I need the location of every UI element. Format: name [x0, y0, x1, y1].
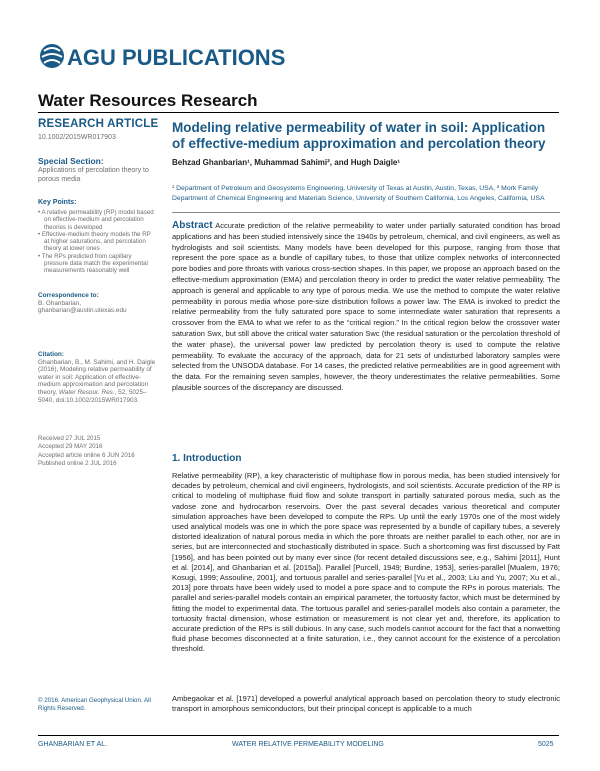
- citation-heading: Citation:: [38, 351, 64, 358]
- affiliation-rule: [172, 212, 560, 213]
- key-point: • Effective-medium theory models the RP at higher saturations, and percolation theory at lower ones: [38, 230, 151, 253]
- agu-publications-logo: [38, 41, 338, 71]
- key-points-list: [38, 209, 156, 275]
- header-rule: [38, 112, 559, 113]
- key-point: • A relative permeability (RP) model based on effective-medium and percolation theories is developed: [38, 209, 154, 231]
- correspondence-name: B. Ghanbarian,: [38, 299, 81, 307]
- citation-journal: Water Resour. Res.: [58, 388, 115, 396]
- footer-running-title: WATER RELATIVE PERMEABILITY MODELING: [232, 741, 384, 748]
- date-online: Accepted article online 6 JUN 2016: [38, 451, 135, 459]
- doi: 10.1002/2015WR017903: [38, 134, 116, 141]
- special-section-heading: Special Section:: [38, 156, 104, 166]
- abstract-label: Abstract: [172, 220, 213, 231]
- intro-paragraph-2: Ambegaokar et al. [1971] developed a powerful analytical approach based on percolation theory to study electronic transport in amorphous semiconductors, but their principal concept is applicable to a much: [172, 694, 560, 714]
- agu-globe-icon: [38, 41, 338, 71]
- intro-paragraph-1: Relative permeability (RP), a key characteristic of multiphase flow in porous media, has been studied intensively for decades by petroleum, chemical and civil engineers, hydrologists, and soil scientists. Accurate prediction of the RP is critical to modeling of multiphase fluid flow and solute transport in partially saturated porous media, such as the vadose zone and hydrocarbon reservoirs. Over the past several decades various theoretical and computer simulation approaches have been developed to compute the RPs. Up until the early 1970s one of the most widely used analytical models was one in which the pore space was represented by a bundle of capillary tubes, a severely distorted idealization of natural porous media in which the pore throats are neither parallel to each other, nor are in series, but are interconnected and stochastically distributed in space. Such a shortcoming was first discussed by Fatt [1956], and has been pointed out by many ever since (for recent detailed discussions see, e.g., Sahimi [2011], Hunt et al. [2014], and Ghanbarian et al. [2015a]). Parallel [Purcell, 1949; Burdine, 1953], series-parallel [Mualem, 1976; Kosugi, 1999; Assouline, 2001], and tortuous parallel and series-parallel [Yu et al., 2003; Liu and Yu, 2007; Xu et al., 2013] pore throats have been widely used to model a pore space and to compute the RPs in porous materials. The parallel and series-parallel models contain an empirical parameter, the tortuosity factor, which must be determined by fitting the model to experimental data. The tortuous parallel and series-parallel models also contain a parameter, the tortuosity fractal dimension, whose estimation or measurement is not clear yet and, therefore, its application to accurate prediction of the RPs is still dubious. In any case, such models cannot account for the fact that a nonwetting fluid phase becomes disconnected at a finite saturation, i.e., they cannot account for the existence of a percolation threshold.: [172, 471, 560, 654]
- footer-rule: [38, 735, 559, 736]
- citation: [38, 351, 156, 404]
- correspondence: [38, 292, 156, 315]
- special-section-text: Applications of percolation theory to porous media: [38, 167, 149, 183]
- correspondence-heading: Correspondence to:: [38, 292, 99, 299]
- abstract: [172, 221, 560, 394]
- citation-text: Ghanbarian, B., M. Sahimi, and H. Daigle (2016), Modeling relative permeability of water in soil: Application of effective-medium approximation and percolation theory,: [38, 358, 156, 396]
- key-points-heading: Key Points:: [38, 199, 77, 206]
- affiliations: ¹ Department of Petroleum and Geosystems Engineering, University of Texas at Austin, Austin, Texas, USA, ² Mork Family Department of Chemical Engineering and Materials Science, University of Southern California, Los Angeles, California, USA: [172, 185, 545, 202]
- key-point: • The RPs predicted from capillary pressure data match the experimental measurements reasonably well: [38, 252, 148, 275]
- copyright: © 2016. American Geophysical Union. All Rights Reserved.: [38, 697, 151, 712]
- journal-name: Water Resources Research: [38, 91, 258, 110]
- author-list: Behzad Ghanbarian¹, Muhammad Sahimi², and Hugh Daigle¹: [172, 158, 401, 167]
- logo-wordmark: AGU PUBLICATIONS: [67, 45, 286, 70]
- citation-tail: , 52, 5025–5040, doi:10.1002/2015WR017903.: [38, 388, 147, 404]
- abstract-text: Accurate prediction of the relative permeability to water under partially saturated condition has broad applications and has been studied intensively since the 1940s by petroleum, chemical, and civil engineers, as well as hydrologists and soil scientists. Many models have been developed for this purpose, ranging from those that represent the pore space as a bundle of capillary tubes, to those that utilize complex networks of interconnected pore bodies and pore throats with various cross-section shapes. In this paper, we propose an approach based on the effective-medium approximation (EMA) and percolation theory in order to predict the water relative permeability. The approach is general and applicable to any type of porous media. We use the method to compute the water relative permeability in porous media whose pore-size distribution follows a power law. The EMA is invoked to predict the relative permeability from the fully saturated pore space to some intermediate water saturation that represents a crossover from the EMA to what we refer to as the “critical region.” In the critical region below the crossover water saturation Swx, but still above the critical water saturation Swc (the residual saturation or the percolation threshold of the water phase), the universal power law predicted by percolation theory is used to compute the relative permeability. To evaluate the accuracy of the approach, data for 21 sets of undisturbed laboratory samples were selected from the UNSODA database. For 14 cases, the predicted relative permeabilities are in good agreement with the data. For the remaining seven samples, however, the theory underestimates the relative permeabilities. Some plausible sources of the discrepancy are discussed.: [172, 221, 561, 392]
- date-accepted: Accepted 29 MAY 2016: [38, 443, 103, 451]
- footer-authors: GHANBARIAN ET AL.: [38, 741, 108, 748]
- date-received: Received 27 JUL 2015: [38, 435, 101, 442]
- article-dates: [38, 435, 156, 469]
- article-title: Modeling relative permeability of water in soil: Application of effective-medium approximation and percolation theory: [172, 120, 546, 151]
- date-published: Published online 2 JUL 2016: [38, 460, 117, 468]
- page-number: 5025: [538, 741, 554, 748]
- correspondence-email[interactable]: ghanbarian@austin.utexas.edu: [38, 307, 127, 315]
- article-type: RESEARCH ARTICLE: [38, 118, 159, 130]
- section-heading: 1. Introduction: [172, 453, 242, 464]
